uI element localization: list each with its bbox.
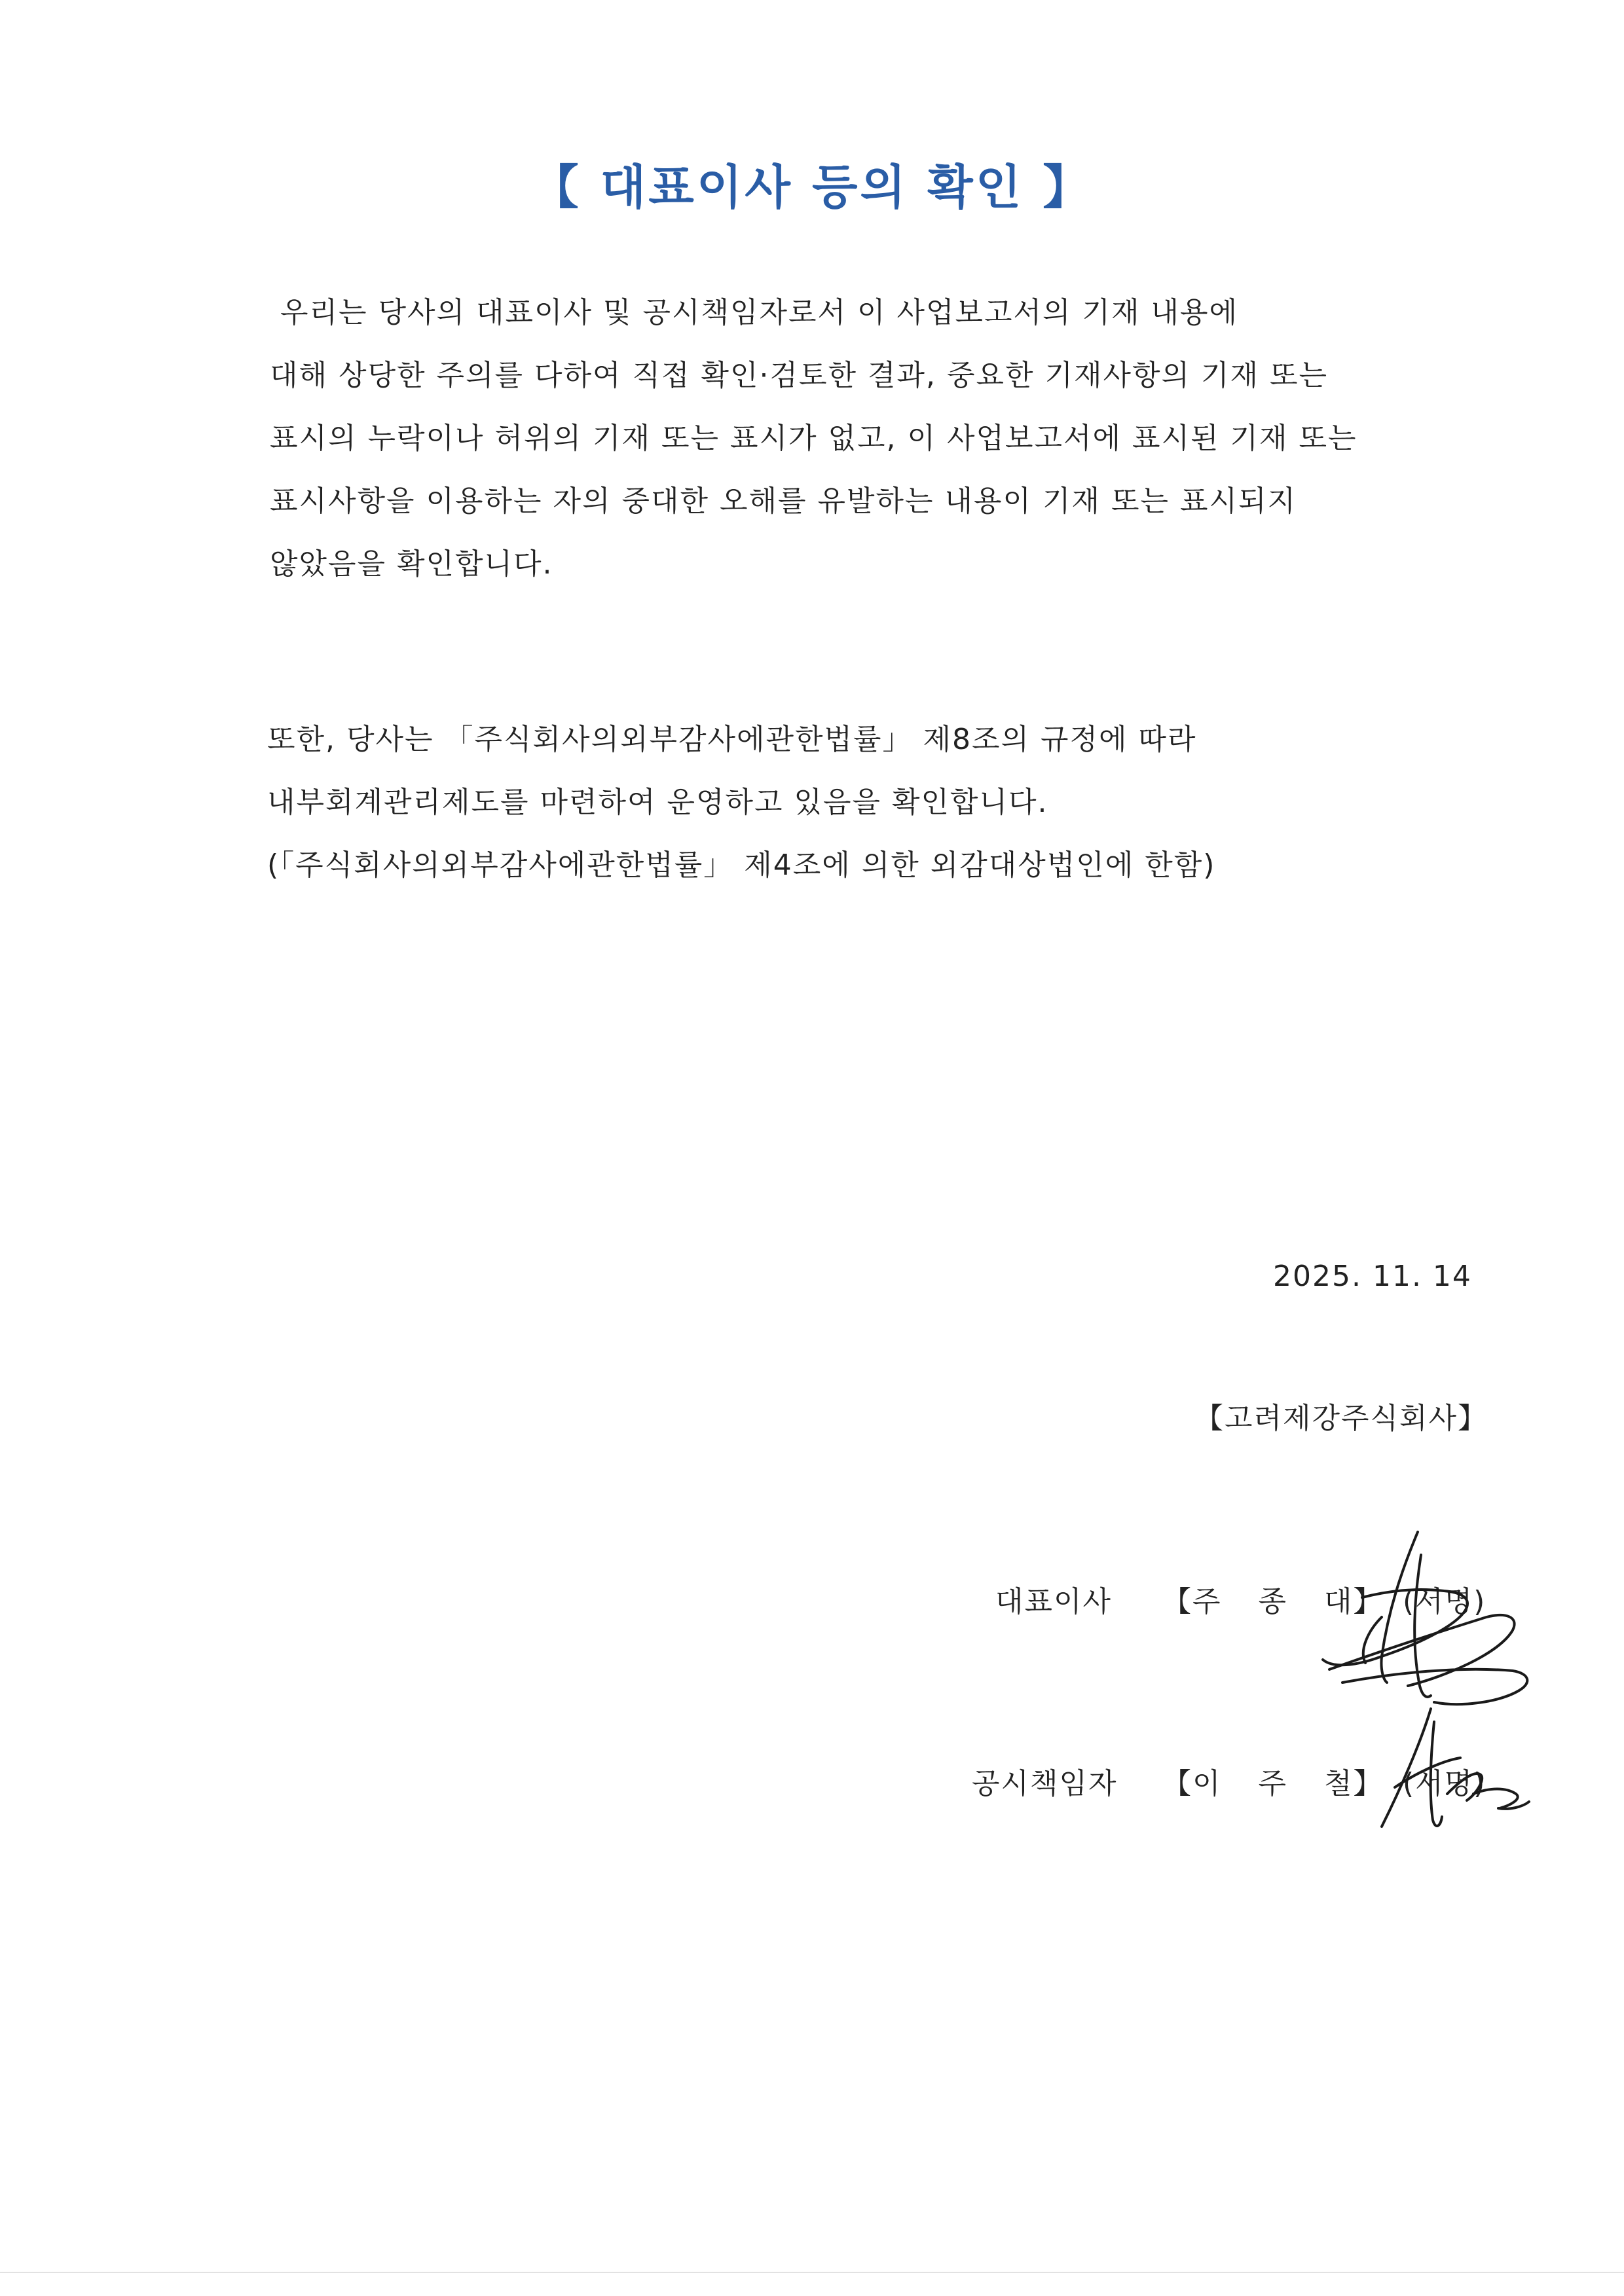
paragraph-line: 표시의 누락이나 허위의 기재 또는 표시가 없고, 이 사업보고서에 표시된 기재 또는 [270, 422, 1357, 455]
company-name: 【고려제강주식회사】 [1194, 1402, 1488, 1435]
document-date: 2025. 11. 14 [1273, 1260, 1472, 1293]
page-bottom-edge [0, 2272, 1624, 2273]
signatory-name: 【주 종 대】 [1162, 1585, 1384, 1618]
document-title: 【 대표이사 등의 확인 】 [531, 160, 1093, 215]
internal-control-paragraph [267, 708, 1413, 897]
confirmation-paragraph [270, 282, 1383, 596]
paragraph-line: 내부회계관리제도를 마련하여 운영하고 있음을 확인합니다. [267, 786, 1048, 819]
ceo-handwritten-signature [1303, 1519, 1552, 1715]
paragraph-line: (「주식회사의외부감사에관한법률」 제4조에 의한 외감대상법인에 한함) [267, 848, 1216, 882]
signatory-name: 【이 주 철】 [1162, 1767, 1384, 1800]
sign-label: (서명) [1403, 1767, 1486, 1800]
paragraph-line: 대해 상당한 주의를 다하여 직접 확인·검토한 결과, 중요한 기재사항의 기재 또는 [270, 359, 1328, 392]
paragraph-line: 표시사항을 이용하는 자의 중대한 오해를 유발하는 내용이 기재 또는 표시되지 [270, 484, 1297, 518]
paragraph-line: 않았음을 확인합니다. [270, 547, 553, 581]
signatory-role: 대표이사 [995, 1585, 1113, 1618]
signatory-role: 공시책임자 [972, 1767, 1118, 1800]
sign-label: (서명) [1403, 1585, 1486, 1618]
paragraph-line: 우리는 당사의 대표이사 및 공시책임자로서 이 사업보고서의 기재 내용에 [280, 296, 1239, 329]
disclosure-officer-handwritten-signature [1369, 1696, 1539, 1840]
paragraph-line: 또한, 당사는 「주식회사의외부감사에관한법률」 제8조의 규정에 따라 [267, 723, 1197, 756]
